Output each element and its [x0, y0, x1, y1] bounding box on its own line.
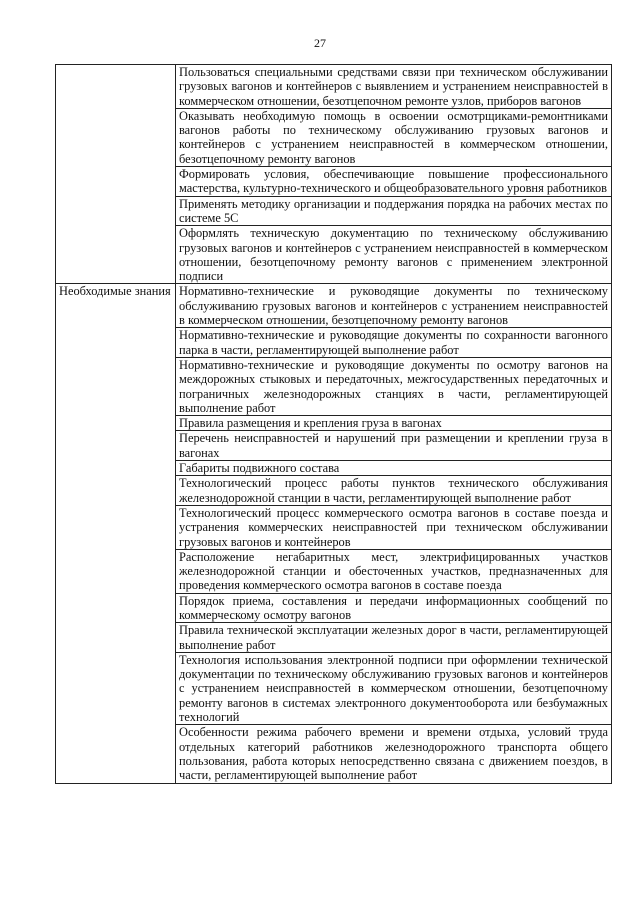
table-row — [56, 65, 612, 109]
knowledge-cell: Технология использования электронной подписи при оформлении технической документации по техническому обслуживанию грузовых вагонов и контейнеров с устранением неисправностей в коммерческом отношении, безотцепочному ремонту вагонов в системах электронного документооборота или безбумажных технологий — [176, 652, 612, 724]
knowledge-cell: Нормативно-технические и руководящие документы по осмотру вагонов на междорожных стыковых и передаточных, межгосударственных передаточных и пограничных железнодорожных станциях в части, регламентирующей выполнение работ — [176, 357, 612, 415]
knowledge-cell: Правила технической эксплуатации железных дорог в части, регламентирующей выполнение работ — [176, 623, 612, 653]
skill-cell: Применять методику организации и поддержания порядка на рабочих местах по системе 5С — [176, 196, 612, 226]
knowledge-cell: Габариты подвижного состава — [176, 461, 612, 476]
knowledge-cell: Технологический процесс работы пунктов технического обслуживания железнодорожной станции в части, регламентирующей выполнение работ — [176, 476, 612, 506]
knowledge-cell: Правила размещения и крепления груза в вагонах — [176, 416, 612, 431]
page-number: 27 — [314, 36, 326, 50]
section-label-empty — [56, 65, 176, 284]
knowledge-cell: Технологический процесс коммерческого осмотра вагонов в составе поезда и устранения коммерческих неисправностей при техническом обслуживании грузовых вагонов и контейнеров — [176, 505, 612, 549]
knowledge-cell: Нормативно-технические и руководящие документы по сохранности вагонного парка в части, регламентирующей выполнение работ — [176, 328, 612, 358]
knowledge-cell: Перечень неисправностей и нарушений при размещении и креплении груза в вагонах — [176, 431, 612, 461]
knowledge-cell: Порядок приема, составления и передачи информационных сообщений по коммерческому осмотру вагонов — [176, 593, 612, 623]
skill-cell: Оказывать необходимую помощь в освоении осмотрщиками-ремонтниками вагонов работы по техническому обслуживанию грузовых вагонов и контейнеров с устранением неисправностей в коммерческом отношении, безотцепочному ремонту вагонов — [176, 108, 612, 166]
knowledge-cell: Нормативно-технические и руководящие документы по техническому обслуживанию грузовых вагонов и контейнеров с устранением неисправностей в коммерческом отношении, безотцепочному ремонту вагонов — [176, 284, 612, 328]
section-label-knowledge: Необходимые знания — [56, 284, 176, 783]
skill-cell: Формировать условия, обеспечивающие повышение профессионального мастерства, культурно-технического и общеобразовательного уровня работников — [176, 167, 612, 197]
knowledge-cell: Расположение негабаритных мест, электрифицированных участков железнодорожной станции и обесточенных участков, предназначенных для проведения коммерческого осмотра вагонов в составе поезда — [176, 549, 612, 593]
table-row — [56, 284, 612, 328]
skill-cell: Пользоваться специальными средствами связи при техническом обслуживании грузовых вагонов и контейнеров с выявлением и устранением неисправностей в коммерческом отношении, безотцепочном ремонте узлов, приборов вагонов — [176, 65, 612, 109]
knowledge-cell: Особенности режима рабочего времени и времени отдыха, условий труда отдельных категорий работников железнодорожного транспорта общего пользования, работа которых непосредственно связана с движением поездов, в части, регламентирующей выполнение работ — [176, 725, 612, 783]
skill-cell: Оформлять техническую документацию по техническому обслуживанию грузовых вагонов и контейнеров с устранением неисправностей в коммерческом отношении, безотцепочному ремонту вагонов с применением электронной подписи — [176, 226, 612, 284]
competency-table — [55, 64, 612, 784]
